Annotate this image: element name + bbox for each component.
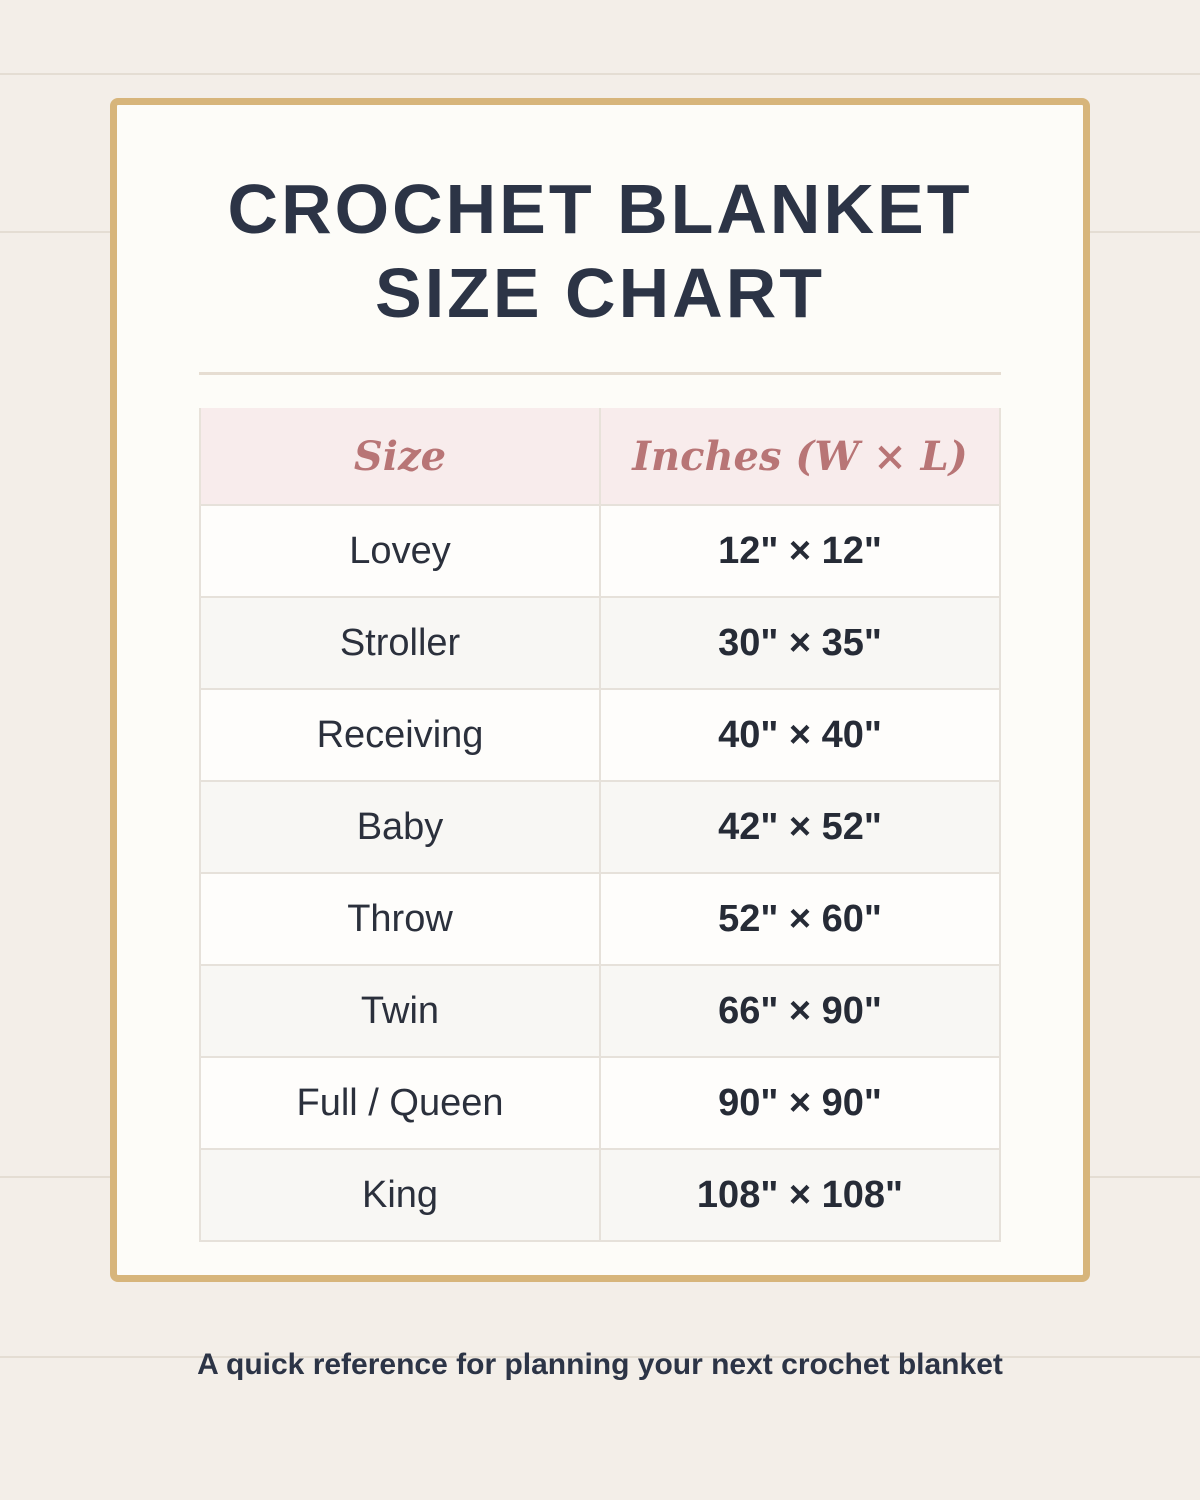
dimensions-cell: 108" × 108" — [600, 1149, 1000, 1241]
table-row — [200, 1149, 1000, 1241]
title-divider — [199, 372, 1001, 375]
table-row — [200, 689, 1000, 781]
header-size: Size — [200, 408, 600, 505]
table-row — [200, 781, 1000, 873]
page-title — [117, 167, 1083, 335]
size-cell: Receiving — [200, 689, 600, 781]
dimensions-cell: 40" × 40" — [600, 689, 1000, 781]
dimensions-cell: 52" × 60" — [600, 873, 1000, 965]
footer-caption: A quick reference for planning your next crochet blanket — [197, 1348, 1003, 1381]
dimensions-cell: 66" × 90" — [600, 965, 1000, 1057]
dimensions-cell: 30" × 35" — [600, 597, 1000, 689]
size-cell: Twin — [200, 965, 600, 1057]
size-cell: Full / Queen — [200, 1057, 600, 1149]
size-chart-card — [110, 98, 1090, 1282]
table-row — [200, 965, 1000, 1057]
background-stripe — [0, 73, 1200, 75]
size-table — [199, 408, 1001, 1242]
table-header-row — [200, 408, 1000, 505]
size-cell: Lovey — [200, 505, 600, 597]
header-inches: Inches (W × L) — [600, 408, 1000, 505]
title-line-2: SIZE CHART — [375, 254, 825, 332]
dimensions-cell: 12" × 12" — [600, 505, 1000, 597]
table-row — [200, 873, 1000, 965]
title-line-1: CROCHET BLANKET — [227, 170, 973, 248]
dimensions-cell: 42" × 52" — [600, 781, 1000, 873]
size-cell: Stroller — [200, 597, 600, 689]
dimensions-cell: 90" × 90" — [600, 1057, 1000, 1149]
size-cell: Baby — [200, 781, 600, 873]
table-row — [200, 1057, 1000, 1149]
table-row — [200, 505, 1000, 597]
size-cell: Throw — [200, 873, 600, 965]
size-cell: King — [200, 1149, 600, 1241]
table-row — [200, 597, 1000, 689]
